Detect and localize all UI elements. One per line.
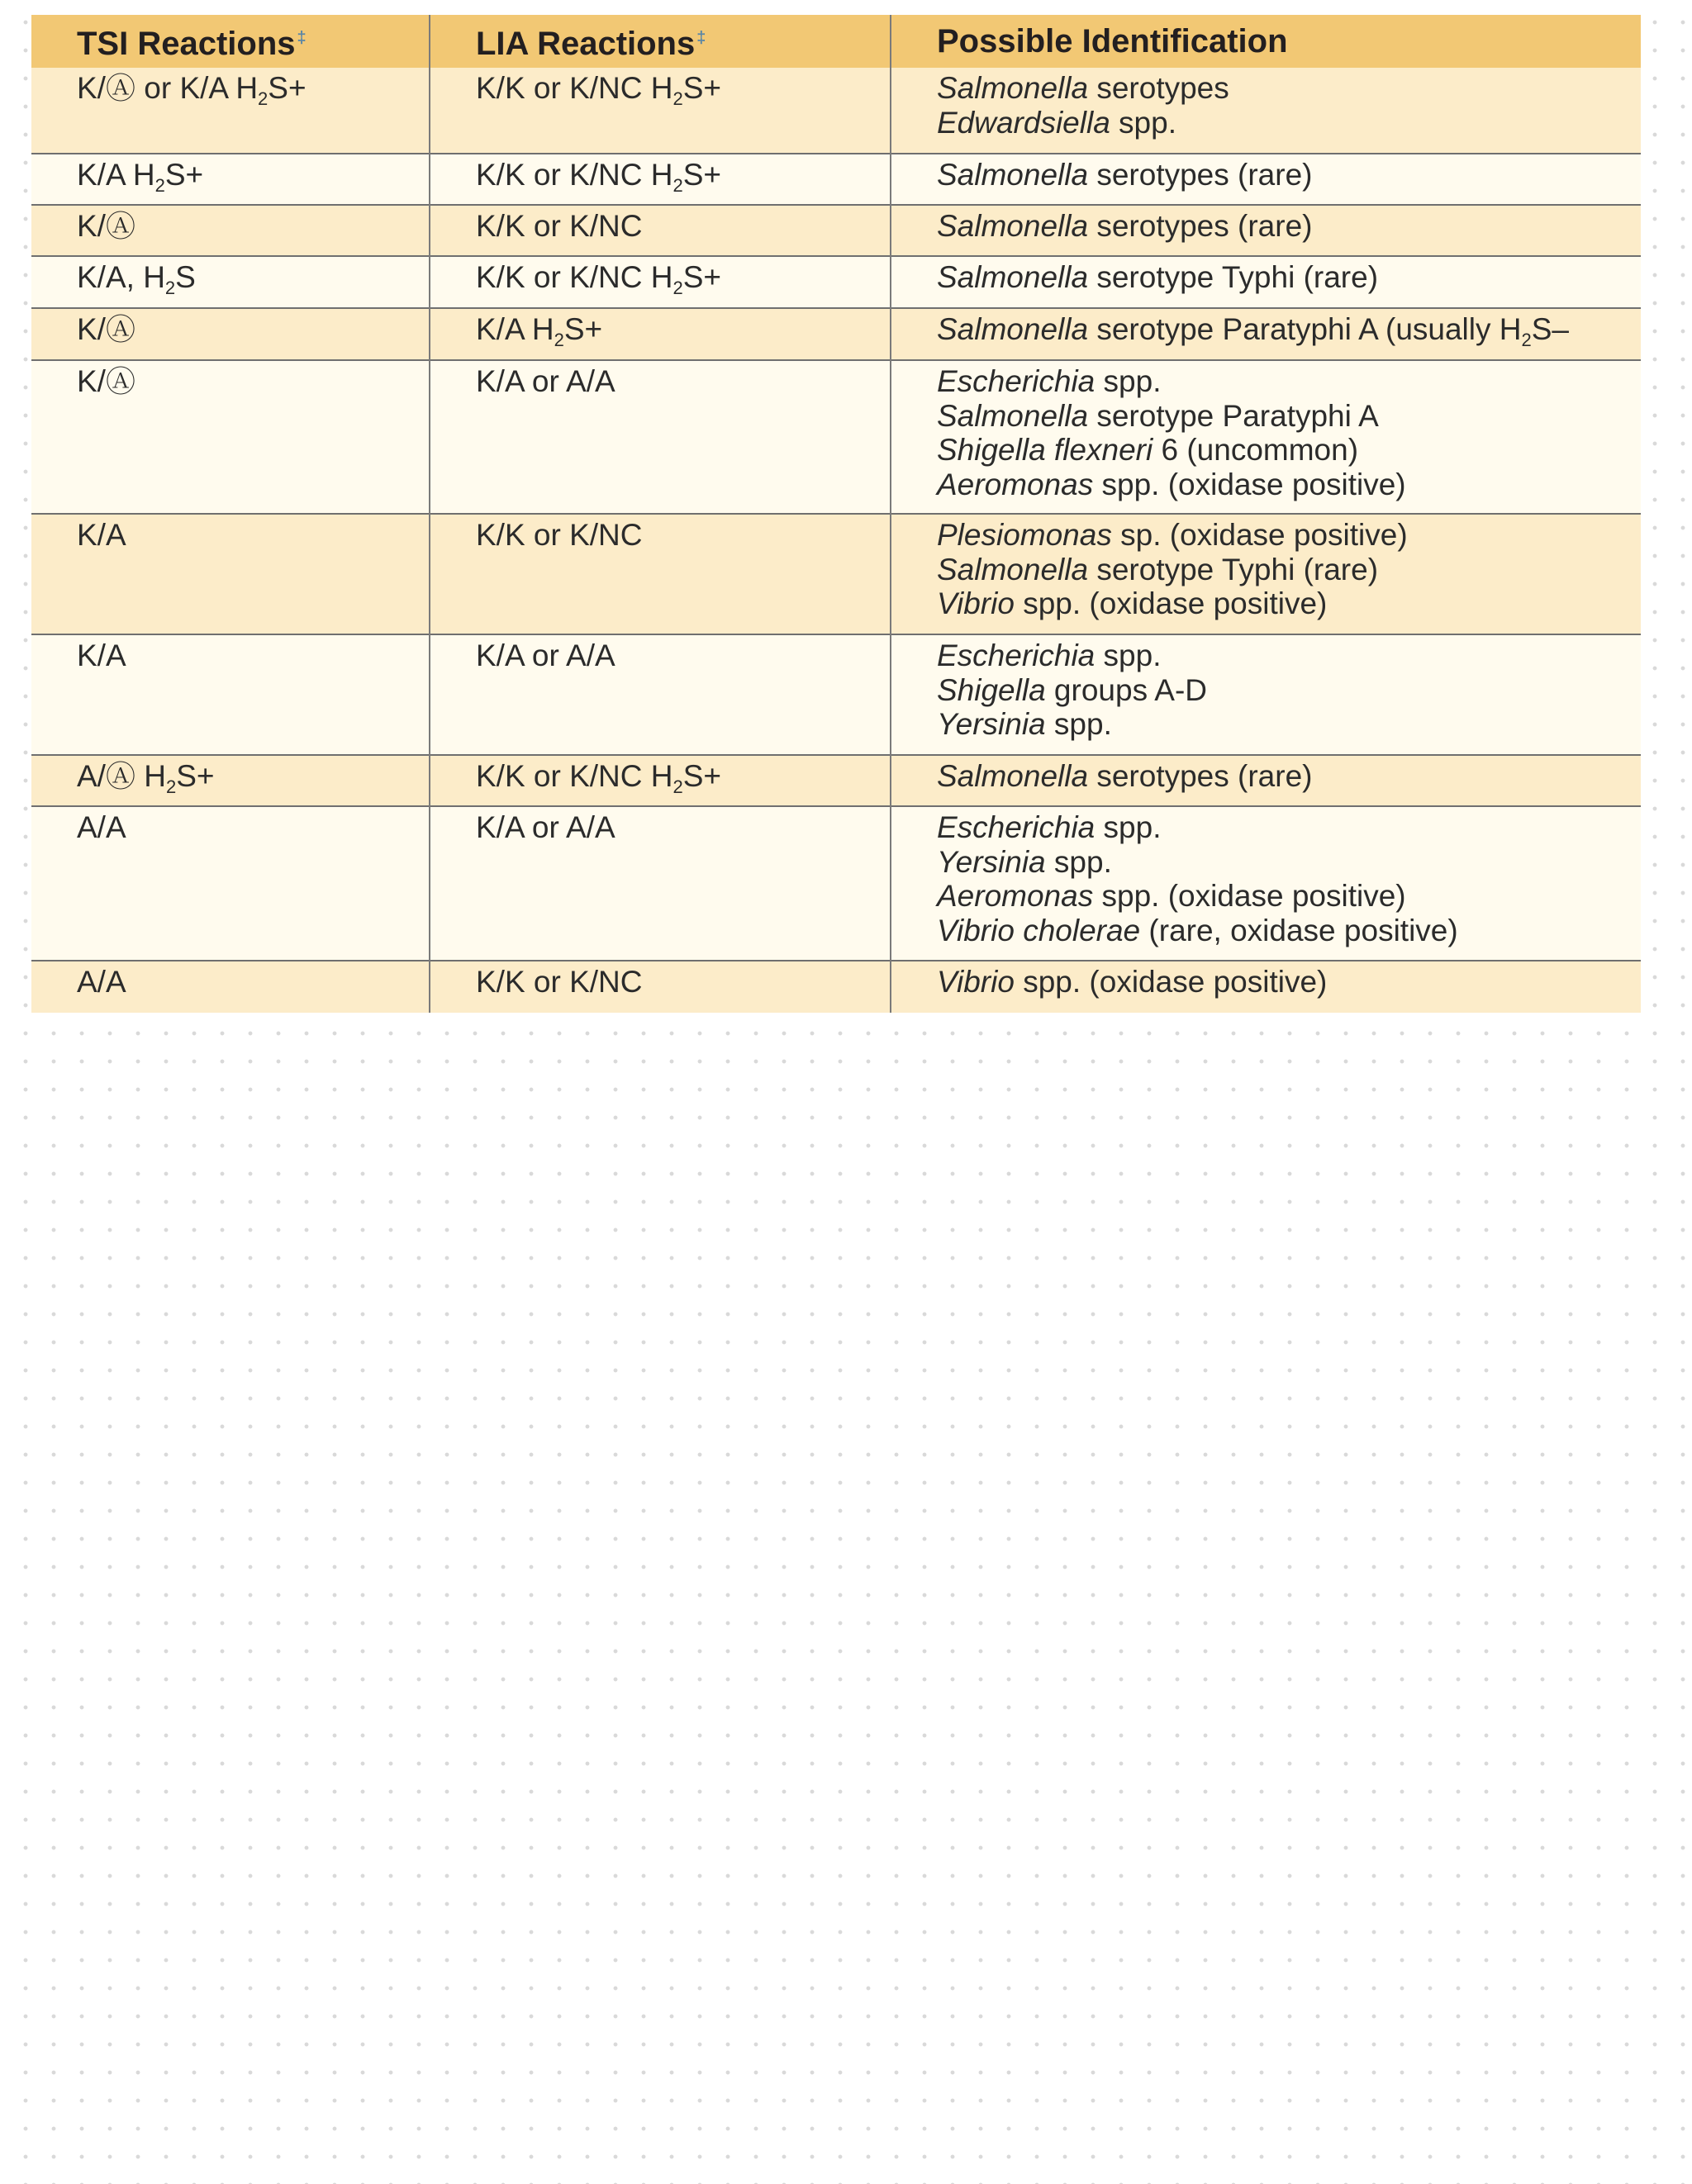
tsi-cell: K/Ⓐ	[31, 360, 430, 514]
tsi-cell: K/A	[31, 634, 430, 755]
identification-cell: Plesiomonas sp. (oxidase positive) Salmonella serotype Typhi (rare) Vibrio spp. (oxidase positive)	[891, 514, 1641, 634]
footnote-dagger: ‡	[696, 29, 706, 47]
identification-cell: Salmonella serotypes Edwardsiella spp.	[891, 68, 1641, 154]
lia-cell: K/A or A/A	[430, 634, 891, 755]
header-possible-identification: Possible Identification	[891, 15, 1641, 68]
identification-cell: Escherichia spp. Yersinia spp. Aeromonas spp. (oxidase positive) Vibrio cholerae (rare, oxidase positive)	[891, 806, 1641, 961]
tsi-cell: K/A	[31, 514, 430, 634]
tsi-cell: A/A	[31, 961, 430, 1013]
footnote-dagger: ‡	[297, 29, 307, 47]
table-row	[31, 256, 1641, 308]
tsi-cell: K/Ⓐ	[31, 205, 430, 256]
lia-cell: K/K or K/NC	[430, 961, 891, 1013]
tsi-cell: K/A $H_2S+$	[31, 154, 430, 205]
lia-cell: K/K or K/NC $H_2S+$	[430, 154, 891, 205]
table-row	[31, 634, 1641, 755]
table-row	[31, 308, 1641, 360]
header-tsi-reactions: TSI Reactions ‡	[31, 15, 430, 68]
table-header-row	[31, 15, 1641, 68]
identification-table	[31, 15, 1641, 1013]
identification-cell: Salmonella serotypes (rare)	[891, 154, 1641, 205]
table-row	[31, 154, 1641, 205]
table-row	[31, 205, 1641, 256]
lia-cell: K/K or K/NC $H_2S+$	[430, 68, 891, 154]
lia-cell: K/A or A/A	[430, 360, 891, 514]
header-lia-reactions: LIA Reactions ‡	[430, 15, 891, 68]
identification-cell: Escherichia spp. Shigella groups A-D Yersinia spp.	[891, 634, 1641, 755]
tsi-cell: K/Ⓐ	[31, 308, 430, 360]
identification-cell: Vibrio spp. (oxidase positive)	[891, 961, 1641, 1013]
identification-cell: Salmonella serotype Paratyphi A (usually $H_2S-$	[891, 308, 1641, 360]
table-row	[31, 961, 1641, 1013]
table-row	[31, 68, 1641, 154]
table-row	[31, 514, 1641, 634]
identification-cell: Salmonella serotype Typhi (rare)	[891, 256, 1641, 308]
tsi-cell: A/A	[31, 806, 430, 961]
lia-cell: K/K or K/NC	[430, 514, 891, 634]
identification-table-container	[31, 15, 1641, 1013]
identification-cell: Salmonella serotypes (rare)	[891, 755, 1641, 806]
table-row	[31, 360, 1641, 514]
table-row	[31, 806, 1641, 961]
tsi-cell: K/Ⓐ or K/A $H_2S+$	[31, 68, 430, 154]
tsi-cell: A/Ⓐ $H_2S+$	[31, 755, 430, 806]
lia-cell: K/K or K/NC $H_2S+$	[430, 755, 891, 806]
tsi-cell: K/A, $H_2S$	[31, 256, 430, 308]
lia-cell: K/K or K/NC $H_2S+$	[430, 256, 891, 308]
lia-cell: K/K or K/NC	[430, 205, 891, 256]
identification-cell: Escherichia spp. Salmonella serotype Paratyphi A Shigella flexneri 6 (uncommon) Aeromonas spp. (oxidase positive)	[891, 360, 1641, 514]
identification-cell: Salmonella serotypes (rare)	[891, 205, 1641, 256]
table-row	[31, 755, 1641, 806]
lia-cell: K/A or A/A	[430, 806, 891, 961]
lia-cell: K/A $H_2S+$	[430, 308, 891, 360]
